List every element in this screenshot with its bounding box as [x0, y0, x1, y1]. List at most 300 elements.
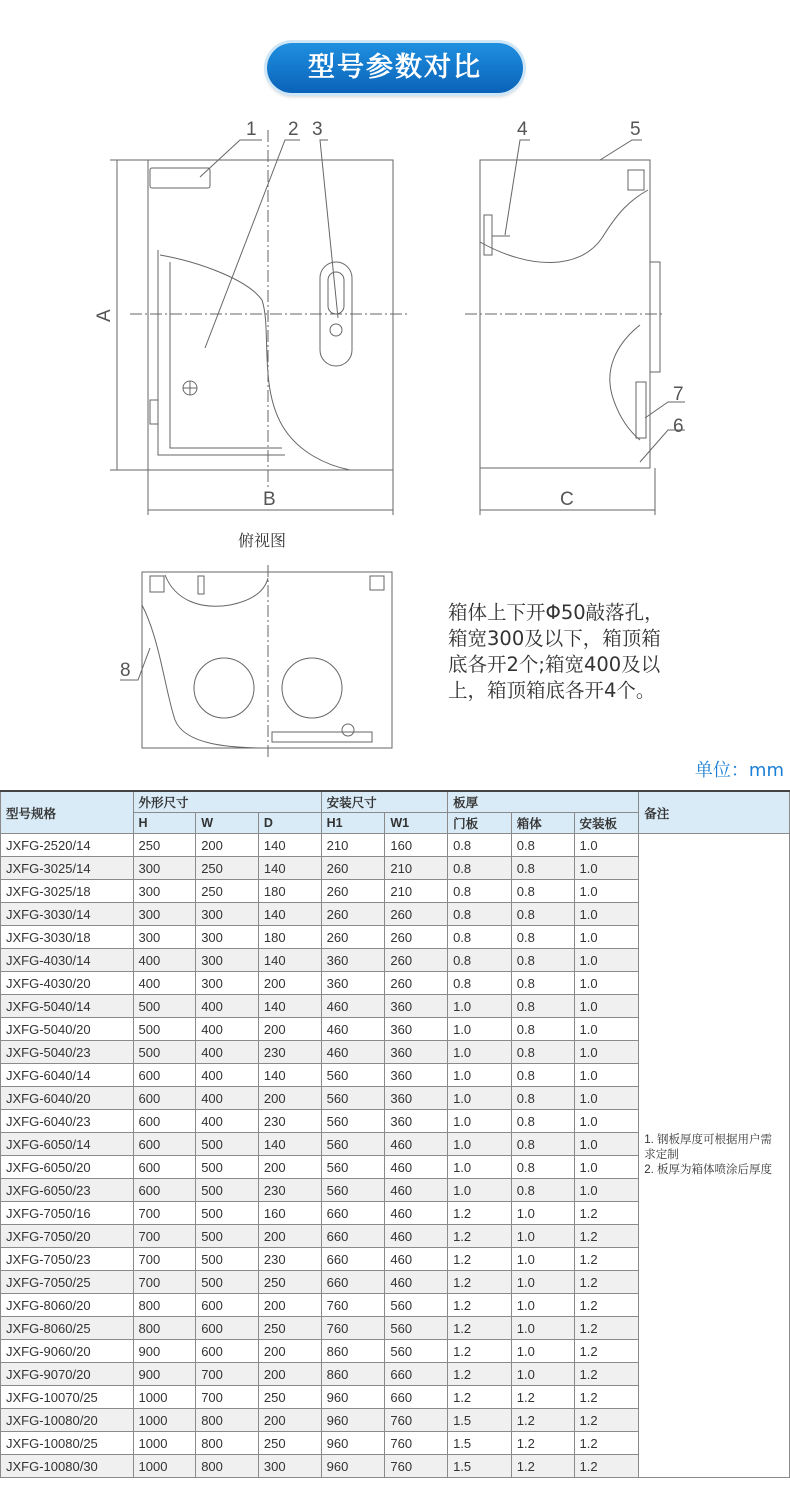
value-cell: 140: [258, 1064, 321, 1087]
value-cell: 700: [196, 1363, 259, 1386]
value-cell: 600: [196, 1340, 259, 1363]
value-cell: 860: [321, 1340, 385, 1363]
value-cell: 160: [258, 1202, 321, 1225]
value-cell: 1.2: [448, 1363, 512, 1386]
value-cell: 250: [258, 1317, 321, 1340]
note-line: 箱体上下开Φ50敲落孔，: [448, 601, 664, 624]
value-cell: 460: [321, 1041, 385, 1064]
value-cell: 180: [258, 926, 321, 949]
top-cutaway-curve: [165, 575, 268, 606]
value-cell: 560: [321, 1133, 385, 1156]
subheader-cell: W1: [385, 813, 448, 834]
side-bracket-low: [636, 382, 646, 438]
value-cell: 1.0: [574, 1110, 639, 1133]
value-cell: 300: [133, 880, 196, 903]
header-model: 型号规格: [1, 791, 134, 834]
value-cell: 1.2: [448, 1340, 512, 1363]
value-cell: 660: [385, 1363, 448, 1386]
value-cell: 300: [196, 903, 259, 926]
model-cell: JXFG-6040/14: [1, 1064, 134, 1087]
model-cell: JXFG-3030/14: [1, 903, 134, 926]
value-cell: 1.2: [511, 1386, 574, 1409]
value-cell: 1000: [133, 1432, 196, 1455]
subheader-cell: 安装板: [574, 813, 639, 834]
value-cell: 1.0: [448, 1064, 512, 1087]
lock-slot: [328, 272, 344, 314]
inner-frame: [158, 250, 285, 455]
callout-2-leader: [205, 140, 300, 348]
value-cell: 230: [258, 1179, 321, 1202]
side-hinge-top: [628, 170, 644, 190]
model-cell: JXFG-3030/18: [1, 926, 134, 949]
value-cell: 160: [385, 834, 448, 857]
value-cell: 1.0: [574, 1041, 639, 1064]
hinge: [150, 400, 158, 424]
value-cell: 800: [196, 1409, 259, 1432]
value-cell: 1.2: [511, 1455, 574, 1478]
knockout-note: [448, 600, 708, 704]
value-cell: 660: [321, 1225, 385, 1248]
callout-3-leader: [320, 140, 338, 318]
value-cell: 250: [196, 880, 259, 903]
model-cell: JXFG-4030/20: [1, 972, 134, 995]
side-cutaway-curve: [480, 190, 648, 263]
value-cell: 600: [196, 1317, 259, 1340]
header-thickness: 板厚: [448, 791, 639, 813]
value-cell: 500: [133, 1041, 196, 1064]
value-cell: 400: [196, 1087, 259, 1110]
value-cell: 0.8: [511, 972, 574, 995]
value-cell: 1.2: [511, 1409, 574, 1432]
model-cell: JXFG-7050/25: [1, 1271, 134, 1294]
value-cell: 960: [321, 1409, 385, 1432]
value-cell: 460: [385, 1202, 448, 1225]
remark-line: 2. 板厚为箱体喷涂后厚度: [644, 1164, 773, 1176]
dimension-c-label: C: [560, 489, 574, 510]
top-view-body: [142, 572, 392, 748]
value-cell: 200: [258, 1340, 321, 1363]
value-cell: 360: [385, 1041, 448, 1064]
dimension-a-label: A: [94, 309, 115, 322]
value-cell: 1.0: [448, 1156, 512, 1179]
value-cell: 1.2: [574, 1294, 639, 1317]
value-cell: 1.2: [574, 1455, 639, 1478]
value-cell: 0.8: [511, 1041, 574, 1064]
top-corner: [370, 576, 384, 590]
value-cell: 600: [133, 1087, 196, 1110]
value-cell: 140: [258, 1133, 321, 1156]
value-cell: 600: [133, 1110, 196, 1133]
value-cell: 200: [258, 972, 321, 995]
value-cell: 0.8: [448, 834, 512, 857]
value-cell: 260: [385, 903, 448, 926]
value-cell: 0.8: [511, 1018, 574, 1041]
value-cell: 760: [385, 1409, 448, 1432]
header-install-size: 安装尺寸: [321, 791, 447, 813]
callout-4: 4: [517, 119, 528, 140]
model-cell: JXFG-5040/20: [1, 1018, 134, 1041]
value-cell: 1.0: [448, 1110, 512, 1133]
value-cell: 300: [196, 926, 259, 949]
value-cell: 700: [196, 1386, 259, 1409]
value-cell: 1.2: [511, 1432, 574, 1455]
value-cell: 1.0: [574, 903, 639, 926]
value-cell: 960: [321, 1455, 385, 1478]
value-cell: 1.2: [448, 1317, 512, 1340]
value-cell: 250: [196, 857, 259, 880]
value-cell: 140: [258, 903, 321, 926]
value-cell: 1.0: [448, 1018, 512, 1041]
model-cell: JXFG-6050/14: [1, 1133, 134, 1156]
model-cell: JXFG-10070/25: [1, 1386, 134, 1409]
note-line: 底各开2个;箱宽400及以: [448, 653, 661, 676]
value-cell: 1.0: [448, 1133, 512, 1156]
value-cell: 260: [321, 926, 385, 949]
callout-3: 3: [312, 119, 323, 140]
dimension-b-label: B: [263, 489, 276, 510]
lock-cylinder: [330, 324, 342, 336]
value-cell: 300: [258, 1455, 321, 1478]
value-cell: 360: [385, 995, 448, 1018]
section-title-banner: 型号参数对比: [267, 43, 523, 93]
model-cell: JXFG-6050/23: [1, 1179, 134, 1202]
value-cell: 1.2: [448, 1386, 512, 1409]
value-cell: 140: [258, 949, 321, 972]
value-cell: 0.8: [511, 903, 574, 926]
value-cell: 1.0: [448, 1179, 512, 1202]
subheader-cell: D: [258, 813, 321, 834]
nameplate: [150, 168, 210, 188]
value-cell: 1.2: [574, 1363, 639, 1386]
model-cell: JXFG-6040/20: [1, 1087, 134, 1110]
value-cell: 1.0: [511, 1294, 574, 1317]
value-cell: 200: [258, 1156, 321, 1179]
model-cell: JXFG-5040/14: [1, 995, 134, 1018]
value-cell: 0.8: [511, 949, 574, 972]
value-cell: 460: [385, 1248, 448, 1271]
value-cell: 230: [258, 1041, 321, 1064]
value-cell: 600: [133, 1133, 196, 1156]
value-cell: 0.8: [511, 1110, 574, 1133]
value-cell: 250: [133, 834, 196, 857]
value-cell: 1.2: [574, 1271, 639, 1294]
value-cell: 0.8: [448, 972, 512, 995]
value-cell: 260: [385, 926, 448, 949]
value-cell: 300: [133, 926, 196, 949]
value-cell: 1.0: [574, 1133, 639, 1156]
knockout-hole-left: [194, 658, 254, 718]
value-cell: 460: [321, 1018, 385, 1041]
value-cell: 210: [385, 857, 448, 880]
value-cell: 200: [258, 1409, 321, 1432]
value-cell: 1.2: [574, 1340, 639, 1363]
value-cell: 1.5: [448, 1455, 512, 1478]
value-cell: 600: [133, 1064, 196, 1087]
value-cell: 760: [321, 1294, 385, 1317]
value-cell: 1.5: [448, 1409, 512, 1432]
value-cell: 1.2: [448, 1271, 512, 1294]
value-cell: 400: [196, 995, 259, 1018]
value-cell: 1.0: [574, 972, 639, 995]
value-cell: 0.8: [448, 926, 512, 949]
value-cell: 260: [321, 903, 385, 926]
model-cell: JXFG-8060/25: [1, 1317, 134, 1340]
value-cell: 400: [133, 972, 196, 995]
callout-6: 6: [673, 416, 684, 437]
value-cell: 1.2: [448, 1294, 512, 1317]
model-cell: JXFG-9060/20: [1, 1340, 134, 1363]
value-cell: 560: [321, 1156, 385, 1179]
value-cell: 260: [321, 880, 385, 903]
value-cell: 1.0: [574, 1087, 639, 1110]
value-cell: 700: [133, 1225, 196, 1248]
value-cell: 900: [133, 1363, 196, 1386]
model-cell: JXFG-10080/20: [1, 1409, 134, 1432]
model-cell: JXFG-7050/23: [1, 1248, 134, 1271]
value-cell: 1.0: [511, 1225, 574, 1248]
callout-4-leader: [505, 140, 530, 235]
value-cell: 500: [196, 1179, 259, 1202]
value-cell: 1.0: [574, 926, 639, 949]
model-cell: JXFG-7050/20: [1, 1225, 134, 1248]
value-cell: 300: [133, 903, 196, 926]
subheader-cell: 箱体: [511, 813, 574, 834]
value-cell: 260: [385, 972, 448, 995]
value-cell: 1.0: [574, 1156, 639, 1179]
value-cell: 1.0: [511, 1317, 574, 1340]
model-cell: JXFG-10080/25: [1, 1432, 134, 1455]
value-cell: 300: [196, 972, 259, 995]
callout-5-leader: [600, 140, 642, 160]
value-cell: 0.8: [448, 880, 512, 903]
top-cutaway-curve-2: [142, 605, 268, 748]
value-cell: 260: [321, 857, 385, 880]
value-cell: 0.8: [448, 857, 512, 880]
value-cell: 560: [321, 1110, 385, 1133]
top-bolt: [342, 724, 354, 736]
subheader-cell: 门板: [448, 813, 512, 834]
header-remark: 备注: [639, 791, 790, 834]
value-cell: 0.8: [511, 834, 574, 857]
value-cell: 460: [385, 1225, 448, 1248]
value-cell: 1.0: [574, 1018, 639, 1041]
value-cell: 360: [321, 949, 385, 972]
value-cell: 660: [321, 1248, 385, 1271]
value-cell: 1.0: [574, 1064, 639, 1087]
model-cell: JXFG-2520/14: [1, 834, 134, 857]
unit-label: 单位：mm: [694, 760, 784, 781]
value-cell: 200: [258, 1087, 321, 1110]
value-cell: 1.0: [574, 995, 639, 1018]
remark-cell: [639, 834, 790, 1478]
value-cell: 1.5: [448, 1432, 512, 1455]
subheader-cell: W: [196, 813, 259, 834]
value-cell: 600: [196, 1294, 259, 1317]
model-cell: JXFG-8060/20: [1, 1294, 134, 1317]
value-cell: 500: [133, 1018, 196, 1041]
model-cell: JXFG-6040/23: [1, 1110, 134, 1133]
value-cell: 0.8: [511, 995, 574, 1018]
value-cell: 800: [133, 1317, 196, 1340]
model-cell: JXFG-3025/18: [1, 880, 134, 903]
value-cell: 0.8: [511, 1087, 574, 1110]
model-cell: JXFG-4030/14: [1, 949, 134, 972]
value-cell: 140: [258, 995, 321, 1018]
value-cell: 660: [321, 1271, 385, 1294]
value-cell: 560: [321, 1179, 385, 1202]
value-cell: 800: [196, 1432, 259, 1455]
value-cell: 800: [133, 1294, 196, 1317]
callout-8: 8: [120, 660, 131, 681]
value-cell: 360: [385, 1064, 448, 1087]
value-cell: 200: [258, 1294, 321, 1317]
top-view-title: 俯视图: [238, 531, 287, 550]
value-cell: 500: [196, 1202, 259, 1225]
value-cell: 760: [385, 1455, 448, 1478]
value-cell: 460: [385, 1179, 448, 1202]
value-cell: 460: [385, 1156, 448, 1179]
value-cell: 200: [196, 834, 259, 857]
value-cell: 0.8: [448, 903, 512, 926]
value-cell: 210: [321, 834, 385, 857]
value-cell: 500: [133, 995, 196, 1018]
value-cell: 1.0: [574, 880, 639, 903]
value-cell: 400: [196, 1041, 259, 1064]
callout-5: 5: [630, 119, 641, 140]
value-cell: 960: [321, 1386, 385, 1409]
value-cell: 140: [258, 834, 321, 857]
value-cell: 360: [385, 1110, 448, 1133]
value-cell: 0.8: [511, 1133, 574, 1156]
value-cell: 1.0: [511, 1363, 574, 1386]
value-cell: 1.0: [448, 1041, 512, 1064]
value-cell: 200: [258, 1018, 321, 1041]
top-hinge: [150, 576, 164, 592]
value-cell: 0.8: [511, 1064, 574, 1087]
table-row: [1, 834, 790, 857]
value-cell: 250: [258, 1271, 321, 1294]
model-cell: JXFG-10080/30: [1, 1455, 134, 1478]
inner-plate: [170, 262, 282, 448]
value-cell: 1.0: [511, 1202, 574, 1225]
value-cell: 360: [385, 1018, 448, 1041]
value-cell: 600: [133, 1156, 196, 1179]
value-cell: 1.2: [574, 1248, 639, 1271]
note-line: 箱宽300及以下，箱顶箱: [448, 627, 661, 650]
value-cell: 360: [321, 972, 385, 995]
value-cell: 1000: [133, 1455, 196, 1478]
value-cell: 0.8: [511, 880, 574, 903]
value-cell: 760: [385, 1432, 448, 1455]
value-cell: 1.0: [448, 1087, 512, 1110]
header-outer-size: 外形尺寸: [133, 791, 321, 813]
value-cell: 600: [133, 1179, 196, 1202]
value-cell: 500: [196, 1248, 259, 1271]
value-cell: 1.0: [574, 1179, 639, 1202]
value-cell: 180: [258, 880, 321, 903]
value-cell: 460: [385, 1133, 448, 1156]
value-cell: 1.2: [448, 1225, 512, 1248]
value-cell: 210: [385, 880, 448, 903]
value-cell: 400: [196, 1110, 259, 1133]
value-cell: 250: [258, 1386, 321, 1409]
value-cell: 300: [133, 857, 196, 880]
mounting-plate-edge: [272, 732, 372, 742]
value-cell: 700: [133, 1202, 196, 1225]
top-latch: [198, 576, 204, 594]
value-cell: 460: [321, 995, 385, 1018]
value-cell: 660: [385, 1386, 448, 1409]
value-cell: 500: [196, 1156, 259, 1179]
value-cell: 960: [321, 1432, 385, 1455]
callout-1-leader: [200, 140, 262, 177]
value-cell: 360: [385, 1087, 448, 1110]
model-cell: JXFG-6050/20: [1, 1156, 134, 1179]
value-cell: 140: [258, 857, 321, 880]
callout-1: 1: [246, 119, 257, 140]
value-cell: 1.2: [574, 1317, 639, 1340]
model-cell: JXFG-3025/14: [1, 857, 134, 880]
value-cell: 250: [258, 1432, 321, 1455]
model-cell: JXFG-7050/16: [1, 1202, 134, 1225]
model-cell: JXFG-5040/23: [1, 1041, 134, 1064]
value-cell: 700: [133, 1271, 196, 1294]
value-cell: 1.0: [511, 1248, 574, 1271]
value-cell: 1.0: [511, 1340, 574, 1363]
value-cell: 900: [133, 1340, 196, 1363]
remark-line: 1. 钢板厚度可根据用户需求定制: [644, 1134, 773, 1161]
value-cell: 0.8: [511, 1179, 574, 1202]
value-cell: 1.2: [574, 1225, 639, 1248]
front-view-body: [148, 160, 393, 470]
side-cutaway-lower: [610, 325, 640, 440]
value-cell: 1.0: [574, 949, 639, 972]
value-cell: 660: [321, 1202, 385, 1225]
value-cell: 400: [196, 1064, 259, 1087]
value-cell: 0.8: [511, 857, 574, 880]
subheader-cell: H: [133, 813, 196, 834]
value-cell: 1.0: [574, 834, 639, 857]
value-cell: 1.2: [574, 1432, 639, 1455]
value-cell: 1.2: [448, 1202, 512, 1225]
value-cell: 1.0: [511, 1271, 574, 1294]
value-cell: 1.0: [448, 995, 512, 1018]
value-cell: 0.8: [511, 1156, 574, 1179]
side-bracket: [484, 215, 492, 255]
subheader-cell: H1: [321, 813, 385, 834]
value-cell: 860: [321, 1363, 385, 1386]
model-cell: JXFG-9070/20: [1, 1363, 134, 1386]
value-cell: 560: [385, 1294, 448, 1317]
value-cell: 1.2: [574, 1386, 639, 1409]
value-cell: 500: [196, 1225, 259, 1248]
note-line: 上，箱顶箱底各开4个。: [448, 679, 656, 702]
value-cell: 1000: [133, 1409, 196, 1432]
value-cell: 0.8: [511, 926, 574, 949]
value-cell: 1000: [133, 1386, 196, 1409]
value-cell: 500: [196, 1133, 259, 1156]
spec-table: [0, 790, 790, 1478]
value-cell: 500: [196, 1271, 259, 1294]
value-cell: 1.2: [574, 1409, 639, 1432]
value-cell: 230: [258, 1110, 321, 1133]
value-cell: 200: [258, 1225, 321, 1248]
value-cell: 560: [385, 1340, 448, 1363]
value-cell: 1.2: [448, 1248, 512, 1271]
value-cell: 0.8: [448, 949, 512, 972]
value-cell: 300: [196, 949, 259, 972]
value-cell: 400: [196, 1018, 259, 1041]
